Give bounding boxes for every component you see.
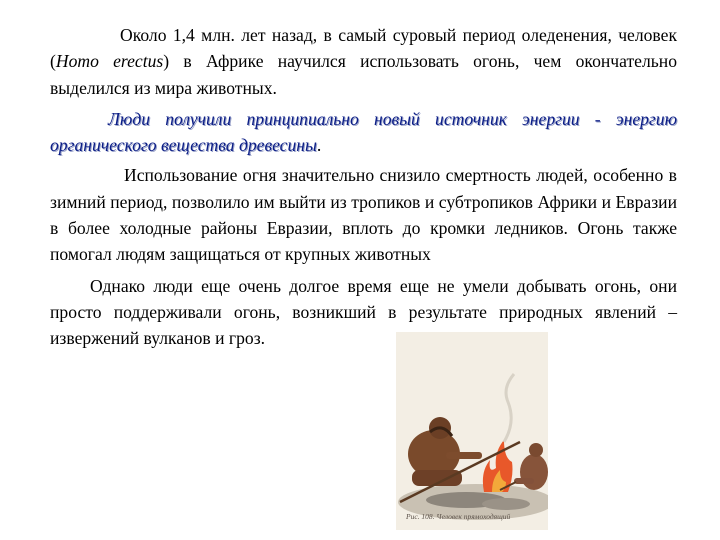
crouching-figure — [520, 454, 548, 490]
paragraph-4: Однако люди еще очень долгое время еще не умели добывать огонь, они просто поддерживали огонь, возникший в результате природных явлений – извержений вулканов и гроз. — [50, 275, 677, 349]
p1-text-b: ) в Африке научился использовать огонь, чем окончательно выделился из мира животных. — [50, 51, 678, 98]
paragraph-2 — [50, 106, 677, 159]
p2-end: . — [316, 135, 322, 156]
paragraph-1 — [50, 22, 677, 101]
p1-text-a: Около 1,4 млн. лет назад, в самый суровый период оледенения, человек ( — [50, 25, 677, 72]
homo-erectus-illustration — [396, 332, 548, 530]
emphasis-text: Люди получили принципиально новый источник энергии - энергию органического вещества древесины — [50, 108, 677, 156]
text-block — [50, 22, 677, 352]
illustration-caption: Рис. 108. Человек прямоходящий — [406, 512, 511, 521]
paragraph-3: Использование огня значительно снизило смертность людей, особенно в зимний период, позволило им выйти из тропиков и субтропиков Африки и Евразии в более холодные районы Евразии, вплоть до кромки ледников. Огонь также помогал людям защищаться от крупных животных — [50, 165, 677, 265]
species-name: Homo erectus — [55, 51, 164, 72]
illustration-drawing — [396, 332, 548, 530]
